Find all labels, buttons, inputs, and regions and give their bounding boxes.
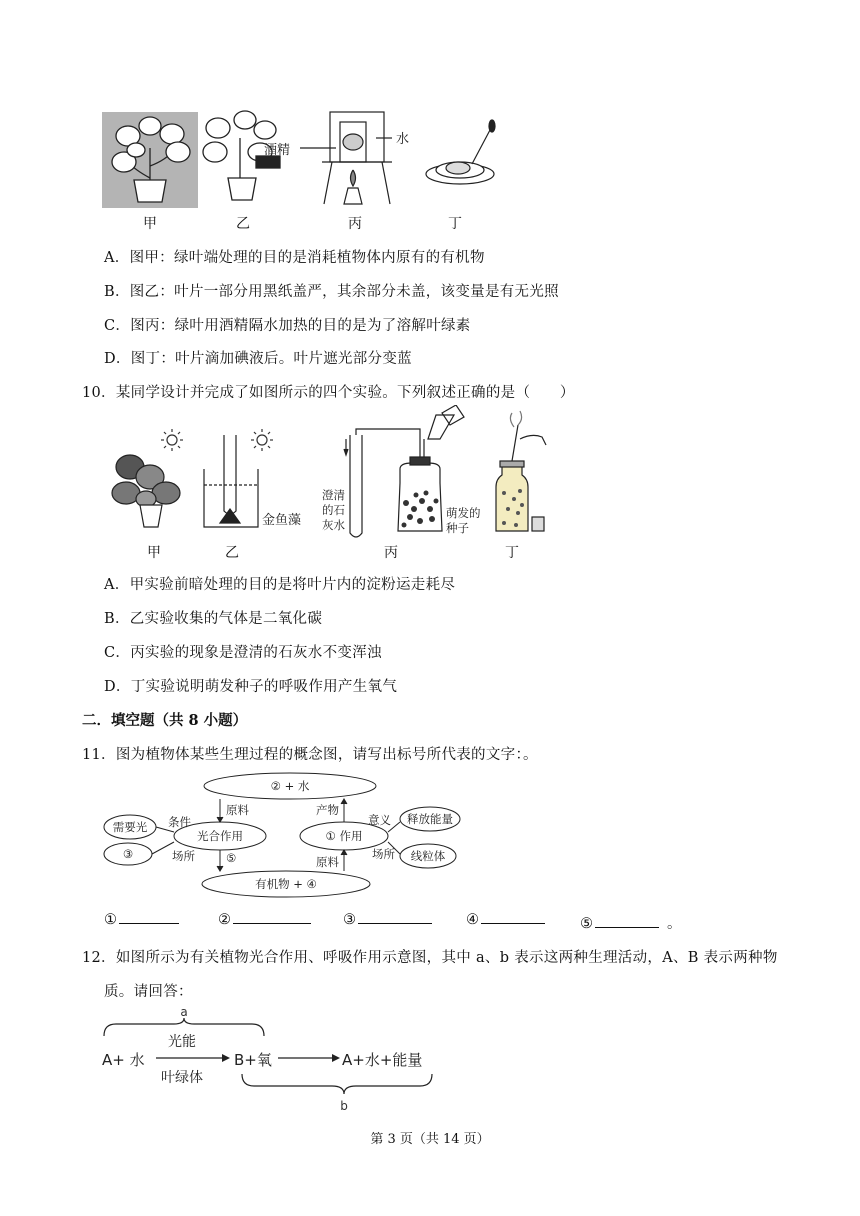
- blank-end: 。: [667, 916, 682, 932]
- sun-icon: [161, 429, 183, 451]
- edge-condition: 条件: [168, 815, 191, 829]
- node-mito: 线粒体: [410, 849, 446, 863]
- edge-place: 场所: [172, 849, 195, 863]
- blank-1-label: ①: [104, 912, 117, 928]
- q9-figures: [100, 108, 520, 213]
- beaker-algae: [204, 435, 258, 527]
- term-left: A+ 水: [102, 1051, 145, 1069]
- blank-5[interactable]: [580, 912, 682, 933]
- blank-2-label: ②: [218, 912, 231, 928]
- seeds-label-1: 萌发的: [446, 506, 481, 520]
- q9-option-d: D．图丁：叶片滴加碘液后。叶片遮光部分变蓝: [104, 351, 412, 367]
- edge-material-top: 原料: [226, 803, 249, 817]
- q11-concept-map: [100, 770, 480, 898]
- limewater-label-2: 的石: [322, 503, 345, 517]
- q9-option-b: B．图乙：叶片一部分用黑纸盖严，其余部分未盖，该变量是有无光照: [104, 284, 559, 300]
- edge-place2: 场所: [372, 847, 395, 861]
- label-a: a: [180, 1005, 188, 1019]
- q10-option-b: B．乙实验收集的气体是二氧化碳: [104, 611, 323, 627]
- q12-stem-1: 12．如图所示为有关植物光合作用、呼吸作用示意图，其中 a、b 表示这两种生理活动，A、B 表示两种物: [82, 950, 778, 966]
- seeds-fill: [402, 491, 439, 528]
- dish-dropper: [426, 120, 495, 184]
- q10-option-d: D．丁实验说明萌发种子的呼吸作用产生氧气: [104, 679, 398, 695]
- q10-option-c: C．丙实验的现象是澄清的石灰水不变浑浊: [104, 645, 382, 661]
- q9-caption-ding: 丁: [448, 216, 462, 232]
- node-release: 释放能量: [407, 812, 453, 826]
- q10-caption-jia: 甲: [147, 545, 161, 561]
- limewater-label-3: 灰水: [322, 518, 345, 532]
- blank-4[interactable]: [466, 912, 545, 928]
- page-footer: 第 3 页（共 14 页）: [370, 1132, 490, 1147]
- q9-caption-jia: 甲: [143, 216, 157, 232]
- edge-5: ⑤: [226, 851, 237, 865]
- term-mid: B+氧: [234, 1051, 272, 1069]
- q12-stem-2: 质。请回答：: [104, 984, 193, 1000]
- node-top: ② + 水: [270, 779, 310, 793]
- limewater-label-1: 澄清: [322, 488, 345, 502]
- seeds-label-2: 种子: [446, 521, 469, 535]
- q10-option-a: A．甲实验前暗处理的目的是将叶片内的淀粉运走耗尽: [104, 577, 456, 593]
- blank-5-label: ⑤: [580, 916, 593, 932]
- term-chloro: 叶绿体: [161, 1070, 203, 1086]
- section-heading: 二．填空题（共 8 小题）: [82, 712, 248, 729]
- q9-option-c: C．图丙：绿叶用酒精隔水加热的目的是为了溶解叶绿素: [104, 318, 471, 334]
- blank-3-label: ③: [343, 912, 356, 928]
- q9-caption-yi: 乙: [236, 216, 250, 232]
- term-light: 光能: [168, 1034, 196, 1050]
- term-right: A+水+能量: [342, 1051, 423, 1069]
- node-3: ③: [122, 847, 134, 861]
- node-photosynthesis: 光合作用: [197, 829, 243, 843]
- node-respiration: ① 作用: [325, 829, 363, 843]
- heating-apparatus: [300, 112, 392, 204]
- blank-3[interactable]: [343, 912, 432, 928]
- blank-2[interactable]: [218, 912, 311, 928]
- q11-stem: 11．图为植物体某些生理过程的概念图，请写出标号所代表的文字：。: [82, 747, 538, 763]
- node-light: 需要光: [112, 820, 148, 834]
- q9-option-a: A．图甲：绿叶端处理的目的是消耗植物体内原有的有机物: [104, 250, 485, 266]
- q10-stem: 10．某同学设计并完成了如图所示的四个实验。下列叙述正确的是（ ）: [82, 385, 575, 401]
- q10-figures: [100, 405, 560, 543]
- water-label: 水: [396, 132, 410, 147]
- edge-product: 产物: [316, 803, 339, 817]
- q10-caption-yi: 乙: [225, 545, 239, 561]
- plant-with-foil: [112, 455, 180, 527]
- blank-4-label: ④: [466, 912, 479, 928]
- seed-jar-candle: [496, 411, 546, 531]
- label-b: b: [340, 1099, 348, 1113]
- brace-b: [242, 1074, 432, 1094]
- sun-icon: [251, 429, 273, 451]
- q12-diagram: [100, 1002, 450, 1114]
- goldfish-algae-label: 金鱼藻: [262, 513, 302, 528]
- blank-1[interactable]: [104, 912, 179, 928]
- alcohol-label: 酒精: [263, 143, 290, 158]
- node-bottom: 有机物 + ④: [255, 877, 317, 891]
- q10-caption-bing: 丙: [384, 545, 398, 561]
- edge-meaning: 意义: [368, 813, 391, 827]
- q10-caption-ding: 丁: [505, 545, 519, 561]
- edge-material-bottom: 原料: [316, 855, 339, 869]
- q9-caption-bing: 丙: [348, 216, 362, 232]
